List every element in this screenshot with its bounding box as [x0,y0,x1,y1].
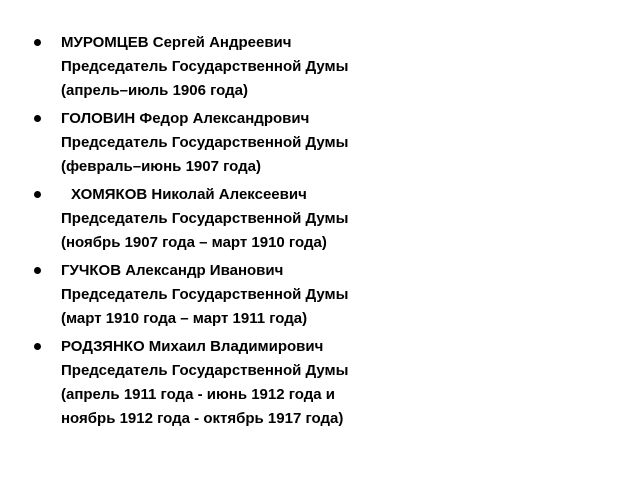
chairman-name: РОДЗЯНКО Михаил Владимирович [61,338,324,355]
bullet-icon [34,115,41,122]
chairman-role: Председатель Государственной Думы [61,58,349,75]
list-item [30,183,590,255]
chairman-role: Председатель Государственной Думы [61,362,349,379]
chairman-role: Председатель Государственной Думы [61,286,349,303]
chairman-name: ГУЧКОВ Александр Иванович [61,262,284,279]
chairman-role: Председатель Государственной Думы [61,210,349,227]
chairman-term: (апрель–июль 1906 года) [61,82,248,99]
chairman-name: ГОЛОВИН Федор Александрович [61,110,310,127]
chairman-term: (март 1910 года – март 1911 года) [61,310,308,327]
chairman-name: МУРОМЦЕВ Сергей Андреевич [61,34,292,51]
chairman-name: ХОМЯКОВ Николай Алексеевич [71,186,307,203]
bullet-icon [34,39,41,46]
chairman-term: (февраль–июнь 1907 года) [61,158,261,175]
bullet-icon [34,343,41,350]
chairman-term: (апрель 1911 года - июнь 1912 года и [61,386,336,403]
list-item [30,31,590,103]
list-item [30,107,590,179]
chairman-term-continued: ноябрь 1912 года - октябрь 1917 года) [61,410,344,427]
chairman-role: Председатель Государственной Думы [61,134,349,151]
list-item [30,259,590,331]
chairman-term: (ноябрь 1907 года – март 1910 года) [61,234,327,251]
bullet-icon [34,267,41,274]
list-item [30,335,590,431]
bullet-icon [34,191,41,198]
chairmen-list [30,31,590,435]
